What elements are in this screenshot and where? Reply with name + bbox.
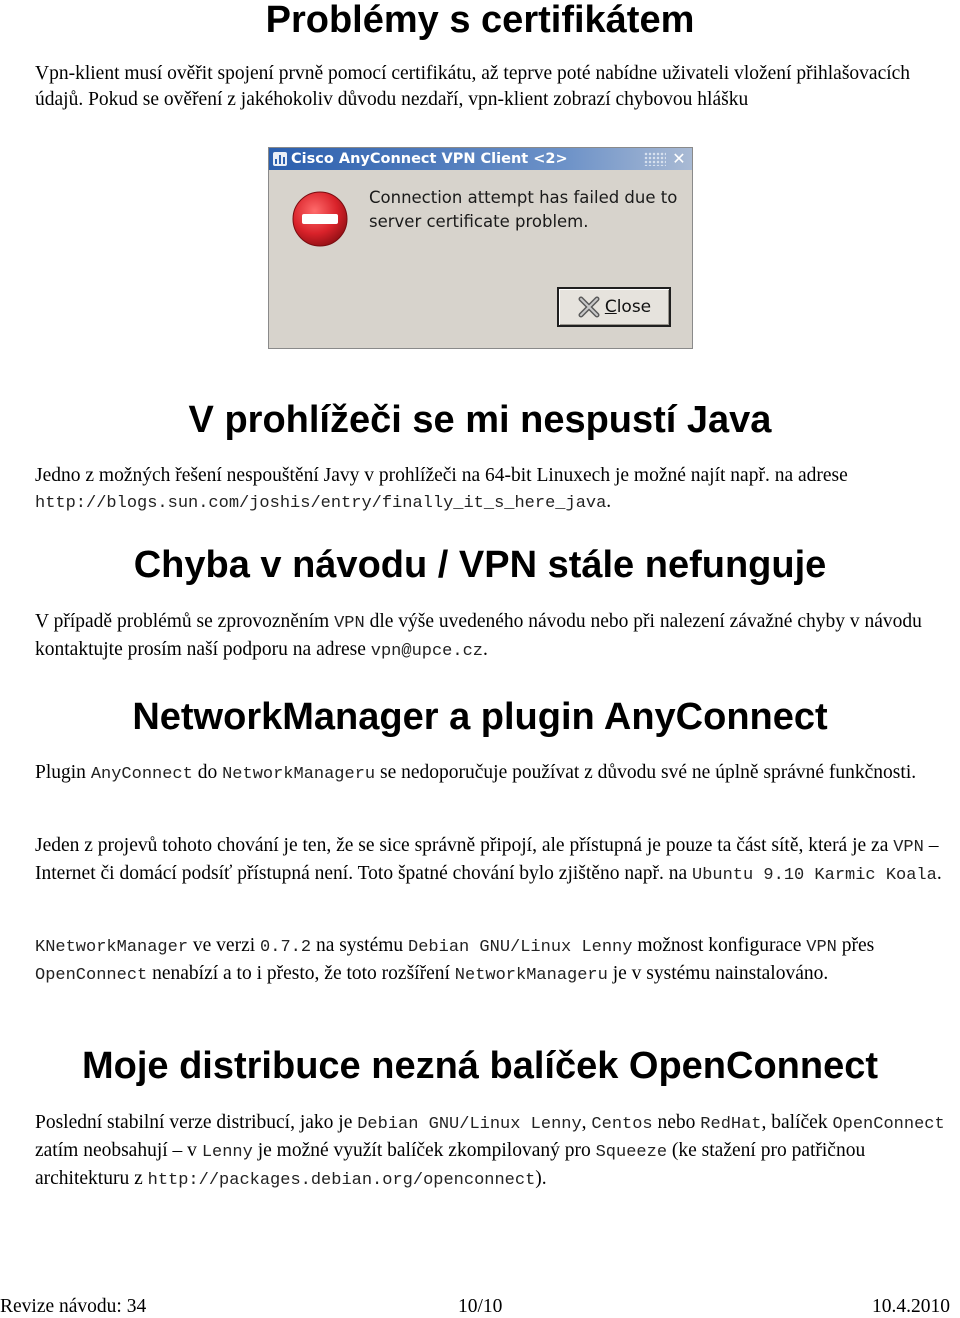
- footer-date: 10.4.2010: [872, 1296, 950, 1317]
- titlebar-grip: [644, 152, 666, 166]
- heading-vpn-error: Chyba v návodu / VPN stále nefunguje: [133, 544, 827, 586]
- titlebar-close-icon[interactable]: ✕: [672, 149, 686, 168]
- stop-icon: [291, 190, 349, 248]
- error-dialog: [268, 147, 693, 349]
- paragraph-certificate: Vpn-klient musí ověřit spojení prvně pomocí certifikátu, až teprve poté nabídne uživateli vložení přihlašovacích údajů. Pokud se ověření z jakéhokoliv důvodu nezdaří, vpn-klient zobrazí chybovou hlášku: [35, 63, 911, 110]
- paragraph-vpn: V případě problémů se zprovozněním VPN dle výše uvedeného návodu nebo při nalezení závažné chyby v návodu kontaktujte prosím naší podporu na adrese vpn@upce.cz.: [35, 611, 922, 661]
- paragraph-nm-1: Plugin AnyConnect do NetworkManageru se nedoporučuje používat z důvodu své ne úplně správné funkčnosti.: [35, 762, 917, 784]
- dialog-message: Connection attempt has failed due to server certificate problem.: [369, 188, 678, 231]
- paragraph-java: Jedno z možných řešení nespouštění Javy v prohlížeči na 64-bit Linuxech je možné najít např. na adrese http://blogs.sun.com/joshis/entry/finally_it_s_here_java.: [35, 465, 848, 513]
- footer-page-number: 10/10: [458, 1296, 503, 1317]
- dialog-titlebar: [269, 148, 692, 170]
- email-link[interactable]: vpn@upce.cz: [370, 642, 483, 661]
- paragraph-nm-2: Jeden z projevů tohoto chování je ten, že se sice správně připojí, ale přístupná je pouze ta část sítě, která je za VPN – Internet či domácí podsíť přístupná není. Toto špatné chování bylo zjištěno např. na Ubuntu 9.10 Karmic Koala.: [35, 835, 942, 885]
- footer-revision: Revize návodu: 34: [0, 1296, 147, 1317]
- heading-distribution: Moje distribuce nezná balíček OpenConnect: [81, 1045, 879, 1087]
- heading-java: V prohlížeči se mi nespustí Java: [188, 399, 772, 441]
- close-button-label: Close: [604, 297, 652, 317]
- dialog-title: Cisco AnyConnect VPN Client <2>: [291, 151, 568, 167]
- paragraph-nm-3: KNetworkManager ve verzi 0.7.2 na systému Debian GNU/Linux Lenny možnost konfigurace VPN přes OpenConnect nenabízí a to i přesto, že toto rozšíření NetworkManageru je v systému nainstalováno.: [35, 935, 875, 985]
- paragraph-distro: Poslední stabilní verze distribucí, jako je Debian GNU/Linux Lenny, Centos nebo RedHat, balíček OpenConnect zatím neobsahují – v Lenny je možné využít balíček zkompilovaný pro Squeeze (ke stažení pro patřičnou architekturu z http://packages.debian.org/openconnect).: [35, 1112, 945, 1190]
- heading-networkmanager: NetworkManager a plugin AnyConnect: [132, 696, 828, 738]
- link-debian-packages[interactable]: http://packages.debian.org/openconnect: [147, 1171, 536, 1190]
- close-button[interactable]: [557, 287, 671, 327]
- link-java-url[interactable]: http://blogs.sun.com/joshis/entry/finally_it_s_here_java: [35, 494, 607, 513]
- cisco-app-icon: [273, 152, 287, 166]
- close-x-icon: [577, 295, 601, 319]
- heading-certificate-problems: Problémy s certifikátem: [265, 0, 695, 41]
